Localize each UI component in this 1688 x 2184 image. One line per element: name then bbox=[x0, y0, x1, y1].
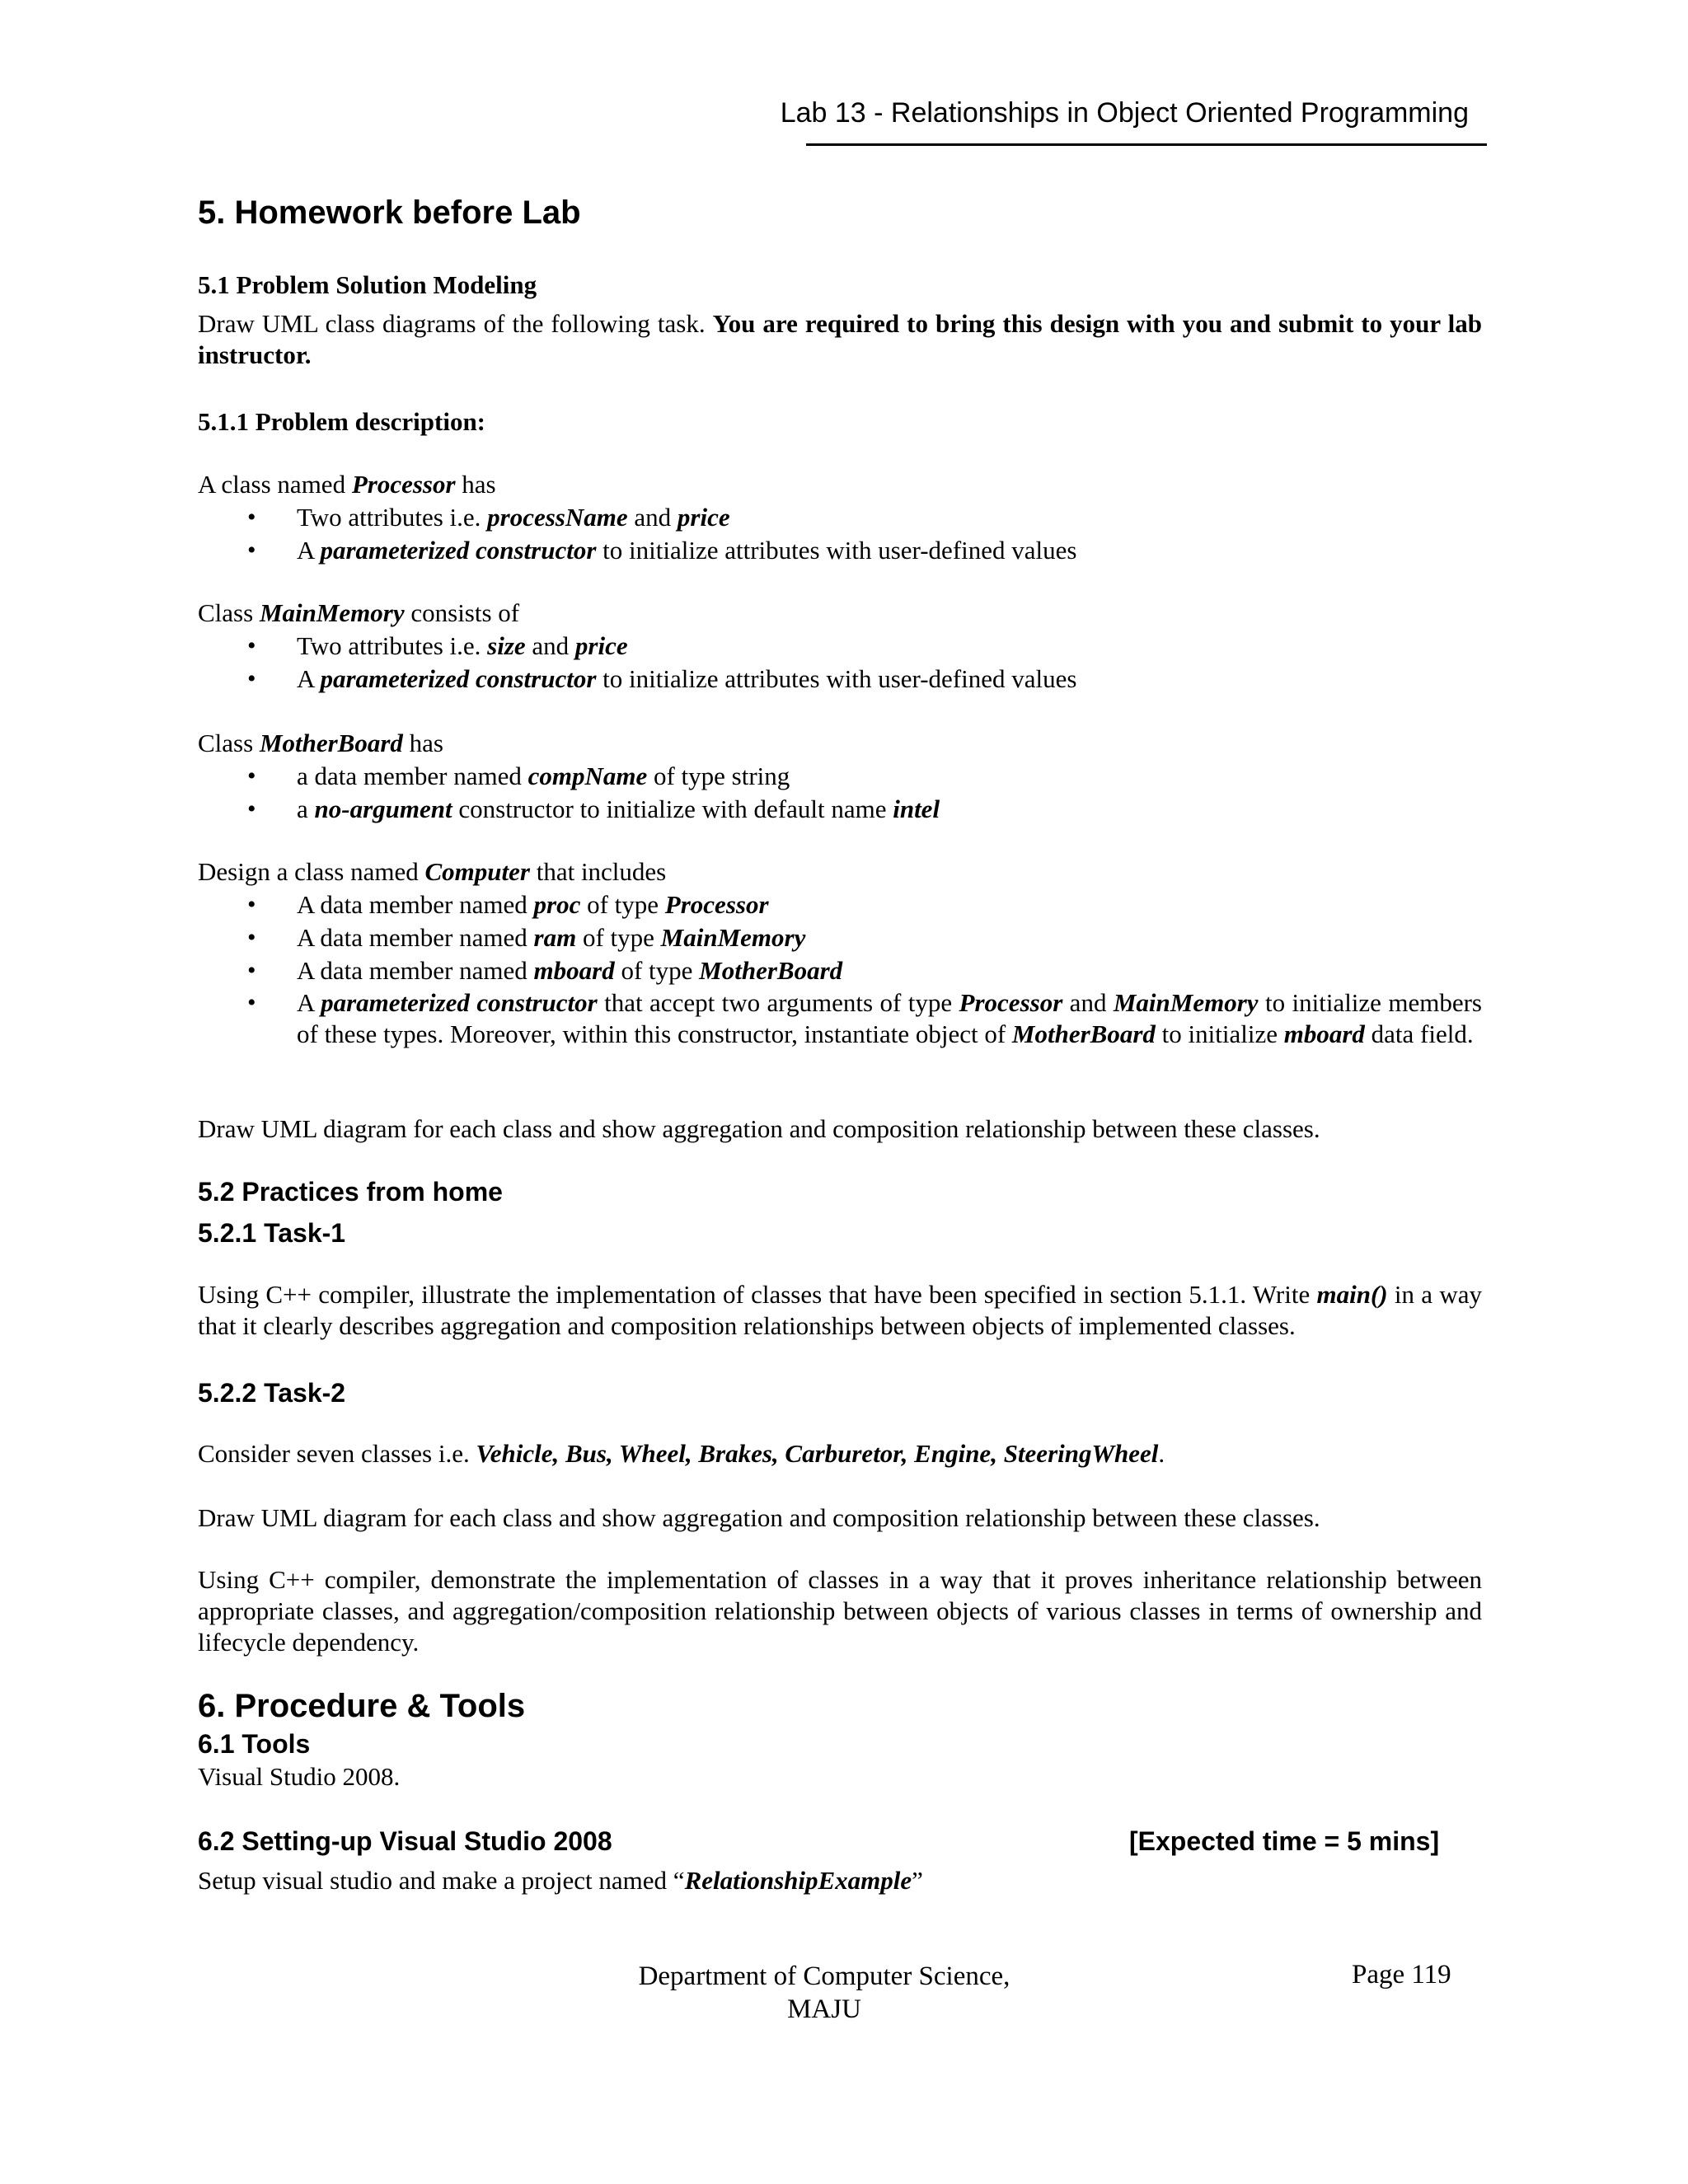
intro-plain: Draw UML class diagrams of the following task. bbox=[198, 309, 713, 338]
text: data field. bbox=[1364, 1019, 1474, 1048]
list-item bbox=[247, 888, 1482, 921]
processor-lead bbox=[198, 470, 496, 499]
list-item bbox=[247, 663, 1482, 696]
list-item bbox=[247, 501, 1482, 534]
processor-lead-pre: A class named bbox=[198, 470, 352, 499]
text: parameterized constructor bbox=[321, 988, 598, 1017]
computer-lead bbox=[198, 857, 666, 887]
running-header: Lab 13 - Relationships in Object Oriented Programming bbox=[780, 97, 1469, 129]
text: and bbox=[1062, 988, 1114, 1017]
text: proc bbox=[533, 890, 581, 919]
processor-bullets bbox=[247, 501, 1482, 567]
text: Vehicle, Bus, Wheel, Brakes, Carburetor, Engine, SteeringWheel bbox=[476, 1439, 1159, 1468]
text: price bbox=[574, 631, 628, 660]
header-rule bbox=[806, 143, 1487, 146]
task-2-implementation: Using C++ compiler, demonstrate the implementation of classes in a way that it proves inheritance relationship between appropriate classes, and aggregation/composition relationship between objects of various classes in terms of ownership and lifecycle dependency. bbox=[198, 1565, 1482, 1657]
section-6-heading: 6. Procedure & Tools bbox=[198, 1688, 526, 1724]
setup-text bbox=[198, 1866, 923, 1896]
text: ram bbox=[533, 923, 577, 952]
list-item bbox=[247, 793, 1482, 826]
project-name: RelationshipExample bbox=[684, 1866, 912, 1895]
page-number: Page 119 bbox=[1352, 1960, 1451, 1990]
section-5-1-intro bbox=[198, 308, 1482, 371]
list-item bbox=[247, 921, 1482, 954]
list-item bbox=[247, 630, 1482, 663]
footer-department-line-1: Department of Computer Science, bbox=[638, 1961, 1010, 1991]
text: Two attributes i.e. bbox=[297, 631, 488, 660]
text: to initialize attributes with user-defined values bbox=[596, 664, 1077, 693]
text: intel bbox=[893, 794, 940, 823]
mainmemory-class-name: MainMemory bbox=[259, 598, 405, 627]
text: and bbox=[627, 503, 678, 532]
task-1-text bbox=[198, 1279, 1482, 1342]
processor-class-name: Processor bbox=[351, 470, 456, 499]
section-5-1-1-heading: 5.1.1 Problem description: bbox=[198, 407, 486, 436]
list-item bbox=[247, 534, 1482, 567]
text: and bbox=[525, 631, 575, 660]
text: a bbox=[297, 794, 315, 823]
section-6-2-heading: 6.2 Setting-up Visual Studio 2008 bbox=[198, 1826, 612, 1856]
text: A data member named bbox=[297, 956, 534, 985]
list-item bbox=[247, 760, 1482, 793]
intro-bold: You are required to bring this design with you and submit to your lab instructor. bbox=[198, 309, 1482, 369]
task-2-classes bbox=[198, 1439, 1165, 1469]
text: Two attributes i.e. bbox=[297, 503, 488, 532]
text: mboard bbox=[533, 956, 615, 985]
text: constructor to initialize with default name bbox=[452, 794, 893, 823]
task-2-uml-instruction: Draw UML diagram for each class and show aggregation and composition relationship between these classes. bbox=[198, 1503, 1320, 1532]
text: MainMemory bbox=[1113, 988, 1259, 1017]
text: MotherBoard bbox=[1011, 1019, 1156, 1048]
text: in a way that it clearly describes aggregation and composition relationships between objects of implemented classes. bbox=[198, 1280, 1482, 1340]
section-5-heading: 5. Homework before Lab bbox=[198, 194, 581, 231]
text: that accept two arguments of type bbox=[597, 988, 959, 1017]
motherboard-lead-pre: Class bbox=[198, 729, 260, 757]
text: of type bbox=[614, 956, 700, 985]
mainmemory-lead bbox=[198, 598, 519, 628]
text: A bbox=[297, 536, 321, 565]
text: of type bbox=[576, 923, 661, 952]
expected-time: [Expected time = 5 mins] bbox=[1129, 1826, 1440, 1856]
text: of type string bbox=[647, 762, 790, 790]
text: mboard bbox=[1283, 1019, 1365, 1048]
section-6-1-heading: 6.1 Tools bbox=[198, 1729, 311, 1759]
mainmemory-lead-pre: Class bbox=[198, 598, 260, 627]
text: A data member named bbox=[297, 923, 534, 952]
text: Setup visual studio and make a project named “ bbox=[198, 1866, 685, 1895]
processor-lead-post: has bbox=[455, 470, 496, 499]
text: A data member named bbox=[297, 890, 534, 919]
list-item bbox=[247, 954, 1482, 987]
task-1-heading: 5.2.1 Task-1 bbox=[198, 1218, 346, 1248]
text: processName bbox=[487, 503, 628, 532]
motherboard-bullets bbox=[247, 760, 1482, 826]
text: Processor bbox=[959, 988, 1063, 1017]
section-5-2-heading: 5.2 Practices from home bbox=[198, 1177, 503, 1207]
text: no-argument bbox=[314, 794, 452, 823]
task-2-heading: 5.2.2 Task-2 bbox=[198, 1378, 346, 1408]
text: price bbox=[677, 503, 730, 532]
list-item bbox=[247, 987, 1482, 1050]
tools-text: Visual Studio 2008. bbox=[198, 1762, 401, 1791]
text: size bbox=[487, 631, 526, 660]
computer-lead-pre: Design a class named bbox=[198, 857, 425, 886]
text: A bbox=[297, 988, 321, 1017]
footer-department-line-2: MAJU bbox=[787, 1994, 861, 2024]
text: main() bbox=[1316, 1280, 1388, 1309]
text: Using C++ compiler, illustrate the implementation of classes that have been specified in section 5.1.1. Write bbox=[198, 1280, 1317, 1309]
mainmemory-bullets bbox=[247, 630, 1482, 696]
text: of type bbox=[580, 890, 665, 919]
text: to initialize members of these types. Moreover, within this constructor, instantiate object of bbox=[297, 988, 1482, 1048]
motherboard-lead-post: has bbox=[402, 729, 443, 757]
text: parameterized constructor bbox=[320, 536, 597, 565]
section-5-1-heading: 5.1 Problem Solution Modeling bbox=[198, 270, 537, 299]
text: MainMemory bbox=[660, 923, 806, 952]
text: to initialize attributes with user-defined values bbox=[596, 536, 1077, 565]
text: Processor bbox=[664, 890, 769, 919]
text: compName bbox=[528, 762, 648, 790]
text: parameterized constructor bbox=[320, 664, 597, 693]
mainmemory-lead-post: consists of bbox=[404, 598, 520, 627]
text: ” bbox=[912, 1866, 923, 1895]
computer-class-name: Computer bbox=[424, 857, 530, 886]
text: a data member named bbox=[297, 762, 528, 790]
footer-department bbox=[577, 1960, 1071, 2026]
motherboard-class-name: MotherBoard bbox=[259, 729, 403, 757]
text: Consider seven classes i.e. bbox=[198, 1439, 476, 1468]
text: MotherBoard bbox=[699, 956, 843, 985]
computer-lead-post: that includes bbox=[529, 857, 667, 886]
motherboard-lead bbox=[198, 729, 443, 758]
text: to initialize bbox=[1155, 1019, 1284, 1048]
computer-bullets bbox=[247, 888, 1482, 1050]
text: . bbox=[1158, 1439, 1165, 1468]
text: A bbox=[297, 664, 321, 693]
draw-uml-instruction: Draw UML diagram for each class and show aggregation and composition relationship between these classes. bbox=[198, 1114, 1320, 1143]
